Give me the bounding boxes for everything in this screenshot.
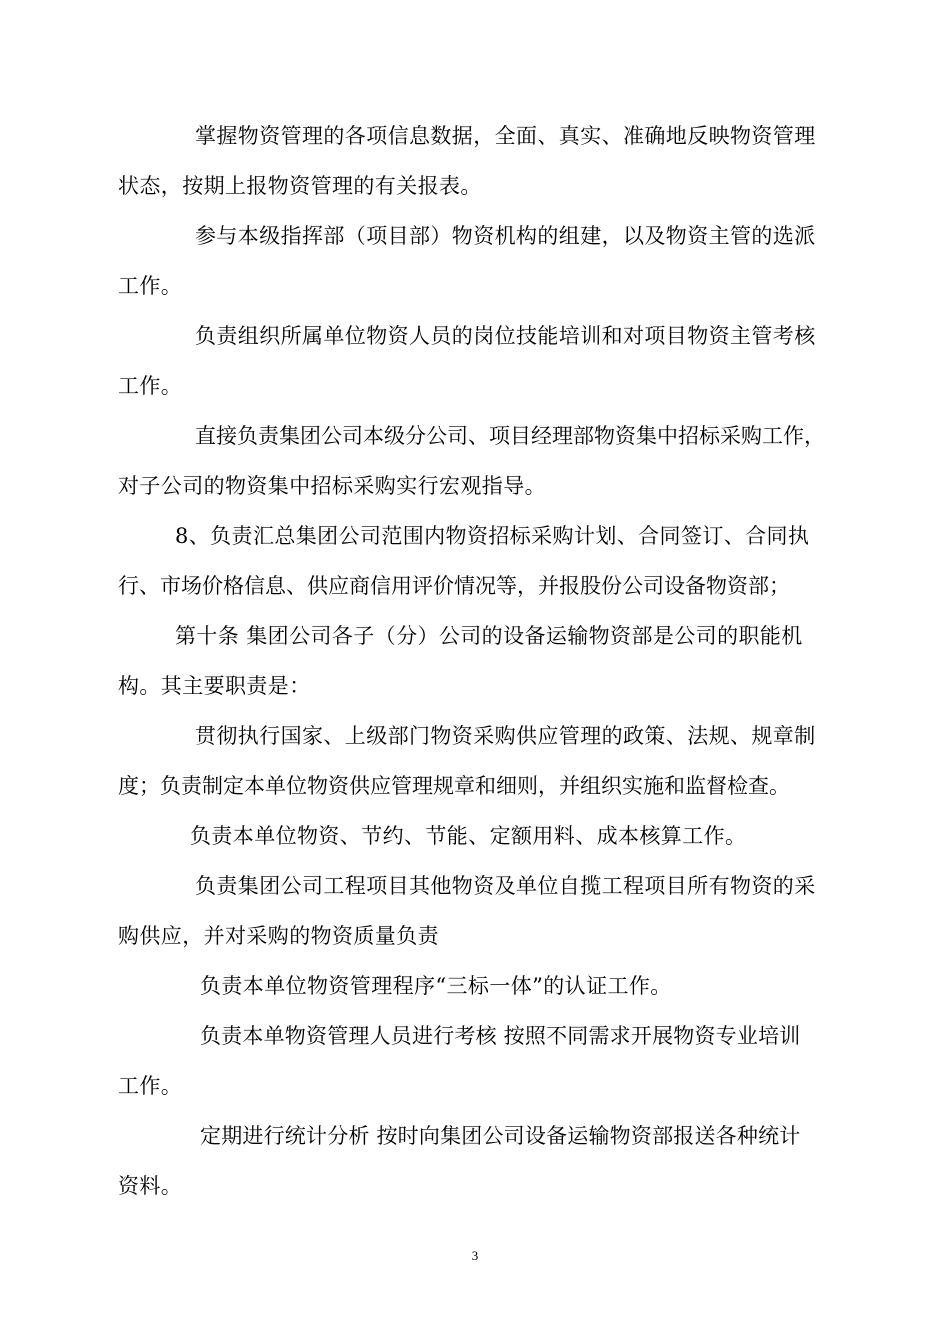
paragraph-8-line-1: 负责本单位物资、节约、节能、定额用料、成本核算工作。 (190, 824, 747, 848)
paragraph-7-line-2: 度；负责制定本单位物资供应管理规章和细则，并组织实施和监督检查。 (118, 774, 790, 798)
paragraph-10-line-1: 负责本单位物资管理程序“三标一体”的认证工作。 (200, 974, 672, 998)
paragraph-7-line-1: 贯彻执行国家、上级部门物资采购供应管理的政策、法规、规章制 (195, 724, 816, 748)
paragraph-4-line-2: 对子公司的物资集中招标采购实行宏观指导。 (118, 474, 546, 498)
paragraph-12-line-1: 定期进行统计分析 按时向集团公司设备运输物资部报送各种统计 (200, 1124, 801, 1148)
page-number: 3 (471, 1248, 479, 1263)
article-10-heading-line-2: 构。其主要职责是： (118, 674, 311, 698)
paragraph-3-line-1: 负责组织所属单位物资人员的岗位技能培训和对项目物资主管考核 (195, 324, 816, 348)
paragraph-11-line-2: 工作。 (118, 1074, 183, 1098)
paragraph-12-line-2: 资料。 (118, 1174, 183, 1198)
paragraph-11-line-1: 负责本单物资管理人员进行考核 按照不同需求开展物资专业培训 (200, 1024, 801, 1048)
paragraph-2-line-2: 工作。 (118, 274, 183, 298)
paragraph-5-line-1: 8、负责汇总集团公司范围内物资招标采购计划、合同签订、合同执 (175, 524, 810, 548)
paragraph-4-line-1: 直接负责集团公司本级分公司、项目经理部物资集中招标采购工作， (195, 424, 825, 448)
paragraph-5-line-2: 行、市场价格信息、供应商信用评价情况等，并报股份公司设备物资部； (118, 574, 790, 598)
paragraph-3-line-2: 工作。 (118, 374, 183, 398)
article-10-heading-line-1: 第十条 集团公司各子（分）公司的设备运输物资部是公司的职能机 (175, 624, 803, 648)
paragraph-1-line-1: 掌握物资管理的各项信息数据，全面、真实、准确地反映物资管理 (195, 124, 816, 148)
paragraph-2-line-1: 参与本级指挥部（项目部）物资机构的组建，以及物资主管的选派 (195, 224, 816, 248)
paragraph-9-line-1: 负责集团公司工程项目其他物资及单位自揽工程项目所有物资的采 (195, 874, 816, 898)
paragraph-9-line-2: 购供应，并对采购的物资质量负责 (118, 924, 439, 948)
paragraph-1-line-2: 状态，按期上报物资管理的有关报表。 (118, 174, 482, 198)
